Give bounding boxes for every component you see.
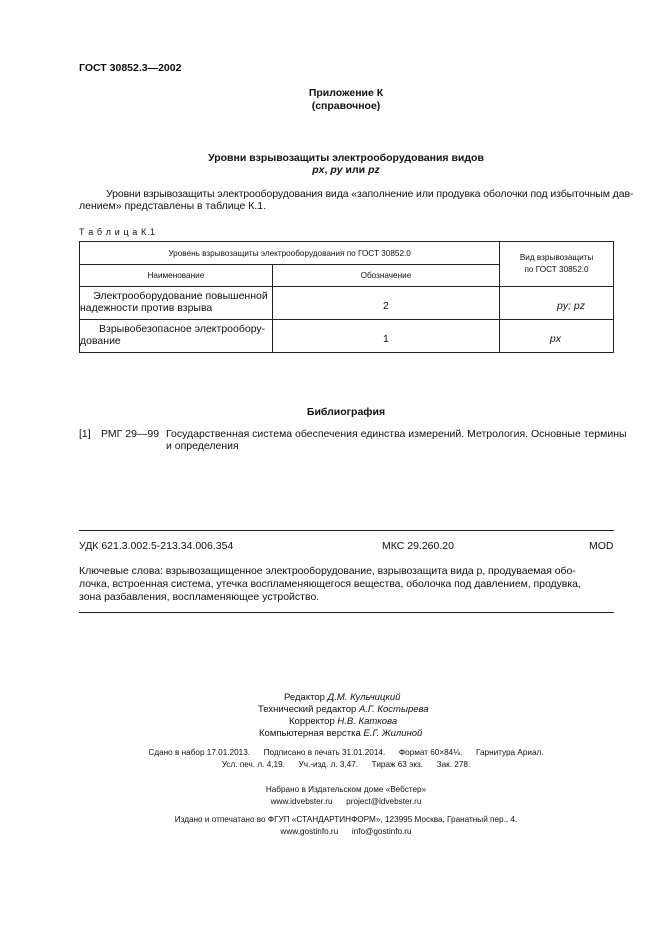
table-header-name: Наименование (80, 265, 273, 287)
table-header-group: Уровень взрывозащиты электрооборудования по ГОСТ 30852.0 (80, 242, 500, 265)
mod-label: MOD (589, 540, 614, 552)
appendix-title: Приложение К (308, 87, 384, 99)
table-row (80, 320, 614, 353)
levels-table (79, 241, 614, 353)
row-code: 1 (272, 320, 499, 353)
intro-paragraph-line2: лением» представлены в таблице К.1. (79, 200, 267, 212)
bibliography-item-number: [1] (79, 428, 91, 440)
table-header-code: Обозначение (272, 265, 499, 287)
table-caption: Т а б л и ц а К.1 (79, 227, 156, 237)
bibliography-item-code: РМГ 29—99 (101, 428, 160, 440)
row-type: px (500, 320, 614, 353)
row-type: py; pz (500, 287, 614, 320)
row-name: Электрооборудование повышенной надежности против взрыва (80, 287, 273, 320)
px-label: px (312, 164, 325, 176)
imprint-publisher-line2: www.idvebster.ru project@idvebster.ru (270, 797, 422, 806)
imprint-print-line1: Сдано в набор 17.01.2013. Подписано в печать 31.01.2014. Формат 60×84⅛. Гарнитура Ариал. (148, 748, 544, 757)
keywords-line3: зона разбавления, воспламеняющее устройство. (79, 591, 320, 603)
row-name: Взрывобезопасное электрообору- дование (80, 320, 273, 353)
section-title: Уровни взрывозащиты электрооборудования видов (208, 152, 484, 164)
row-code: 2 (272, 287, 499, 320)
imprint-print-line2: Усл. печ. л. 4,19. Уч.-изд. л. 3,47. Тираж 63 экз. Зак. 278. (221, 760, 471, 769)
imprint-layout: Компьютерная верстка Е.Г. Жилиной (259, 728, 423, 739)
bibliography-title: Библиография (306, 406, 386, 418)
section-subtitle: px, py или pz (312, 164, 380, 176)
keywords-line2: лочка, встроенная система, утечка воспламеняющегося вещества, оболочка под давлением, продувка, (79, 578, 581, 590)
bibliography-item-text-line1: Государственная система обеспечения единства измерений. Метрология. Основные термины (166, 428, 627, 440)
table-header-type: Вид взрывозащиты по ГОСТ 30852.0 (500, 242, 614, 287)
bibliography-item-text-line2: и определения (166, 440, 239, 452)
py-label: py (330, 164, 343, 176)
table-row (80, 287, 614, 320)
imprint-publisher-line4: www.gostinfo.ru info@gostinfo.ru (280, 827, 412, 836)
udk-code: УДК 621.3.002.5-213.34.006.354 (79, 540, 234, 552)
intro-paragraph-line1: Уровни взрывозащиты электрооборудования вида «заполнение или продувка оболочки под избыточным дав- (106, 188, 634, 200)
imprint-tech-editor: Технический редактор А.Г. Костырева (258, 704, 429, 715)
footer-top-rule (79, 530, 614, 531)
imprint-editor: Редактор Д.М. Кульчицкий (284, 692, 401, 703)
standard-number: ГОСТ 30852.3—2002 (79, 62, 182, 74)
imprint-publisher-line3: Издано и отпечатано во ФГУП «СТАНДАРТИНФОРМ», 123995 Москва, Гранатный пер., 4. (174, 815, 518, 824)
imprint-publisher-line1: Набрано в Издательском доме «Вебстер» (265, 785, 427, 794)
keywords-line1: Ключевые слова: взрывозащищенное электрооборудование, взрывозащита вида р, продуваемая обо- (79, 565, 576, 577)
appendix-type: (справочное) (311, 100, 381, 112)
imprint-corrector: Корректор Н.В. Каткова (289, 716, 398, 727)
pz-label: pz (368, 164, 380, 176)
footer-bottom-rule (79, 612, 614, 613)
mks-code: МКС 29.260.20 (382, 540, 454, 552)
